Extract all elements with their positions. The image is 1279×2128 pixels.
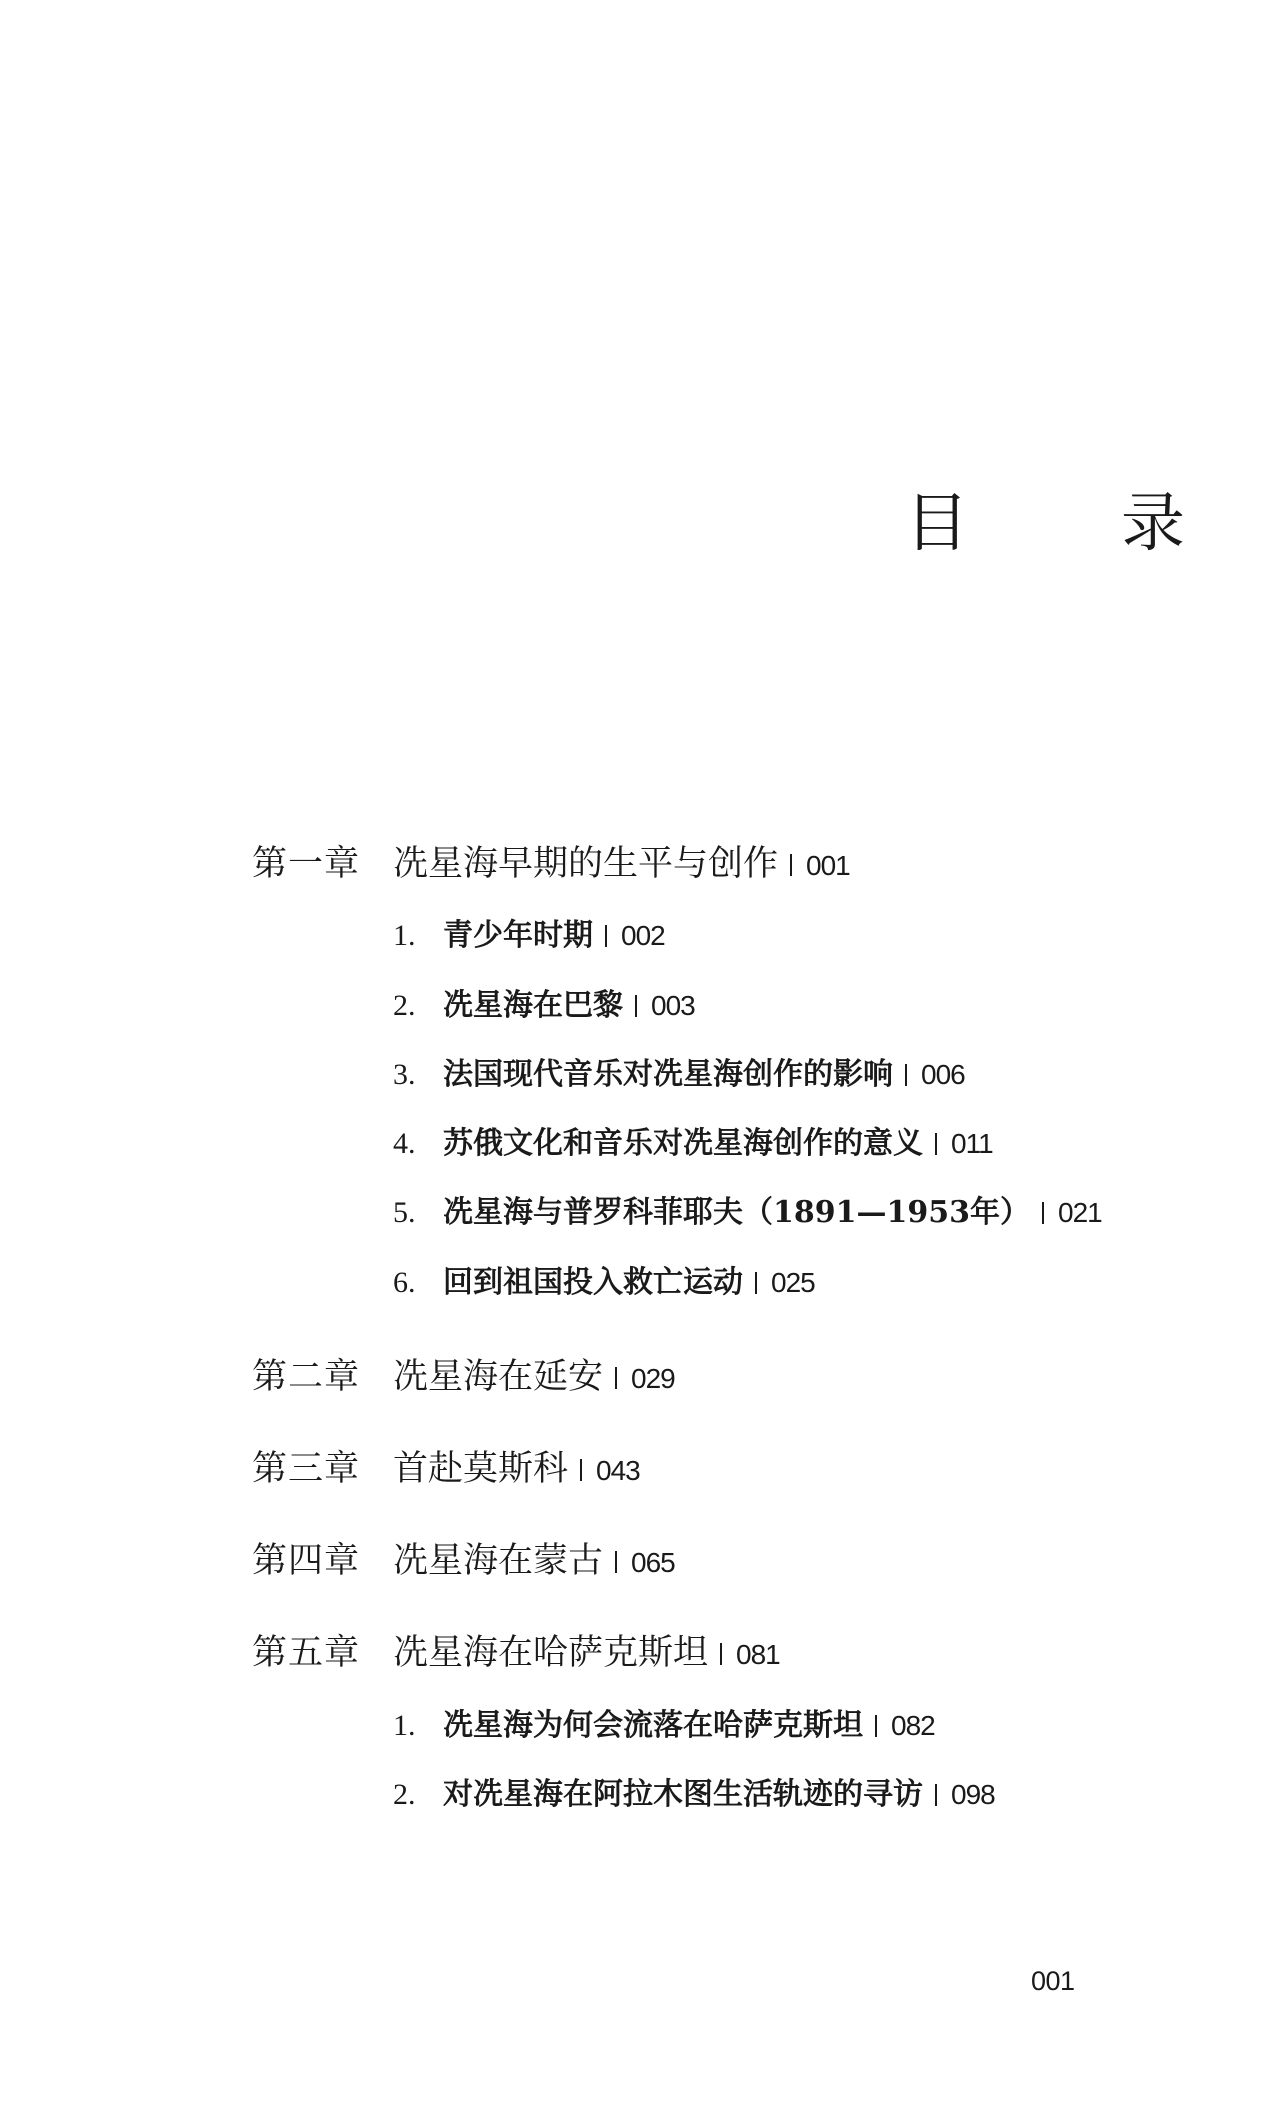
page-number: 098: [951, 1779, 995, 1810]
toc-section-1-6[interactable]: [393, 1257, 815, 1301]
page-number: 006: [921, 1059, 965, 1090]
separator: [635, 995, 637, 1017]
separator: [935, 1133, 937, 1155]
chapter-label: 第二章: [252, 1357, 361, 1397]
toc-section-1-2[interactable]: [393, 980, 695, 1024]
chapter-title: 冼星海在哈萨克斯坦: [393, 1633, 709, 1673]
page-number: 043: [596, 1455, 640, 1486]
section-title: 法国现代音乐对冼星海创作的影响: [443, 1057, 893, 1092]
separator: [615, 1551, 617, 1573]
toc-section-5-1[interactable]: [393, 1700, 935, 1744]
page-title: 目 录: [905, 487, 1229, 561]
separator: [1042, 1202, 1044, 1224]
page-number: 001: [806, 850, 850, 881]
page-folio: 001: [1031, 1966, 1075, 1996]
section-number: 2.: [393, 989, 416, 1022]
separator: [905, 1064, 907, 1086]
toc-chapter-2[interactable]: [252, 1349, 675, 1399]
separator: [605, 925, 607, 947]
page-number: 082: [891, 1710, 935, 1741]
section-number: 2.: [393, 1778, 416, 1811]
separator: [615, 1367, 617, 1389]
chapter-label: 第一章: [252, 844, 361, 884]
chapter-title: 首赴莫斯科: [393, 1449, 569, 1489]
section-title: 回到祖国投入救亡运动: [443, 1265, 743, 1300]
page-number: 002: [621, 920, 665, 951]
chapter-label: 第五章: [252, 1633, 361, 1673]
separator: [755, 1272, 757, 1294]
section-title: 冼星海为何会流落在哈萨克斯坦: [443, 1708, 863, 1743]
section-title: 对冼星海在阿拉木图生活轨迹的寻访: [443, 1777, 923, 1812]
section-title: 青少年时期: [443, 918, 593, 953]
section-number: 5.: [393, 1196, 416, 1229]
section-number: 1.: [393, 1709, 416, 1742]
chapter-title: 冼星海早期的生平与创作: [393, 844, 779, 884]
page-number: 011: [951, 1128, 993, 1159]
page-number: 029: [631, 1363, 675, 1394]
toc-section-5-2[interactable]: [393, 1769, 995, 1813]
separator: [580, 1459, 582, 1481]
section-title: 冼星海与普罗科菲耶夫（1891—1953年）: [443, 1195, 1030, 1230]
section-number: 4.: [393, 1127, 416, 1160]
toc-chapter-3[interactable]: [252, 1441, 640, 1491]
page-number: 065: [631, 1547, 675, 1578]
section-title: 冼星海在巴黎: [443, 988, 623, 1023]
toc-section-1-1[interactable]: [393, 910, 665, 954]
toc-section-1-3[interactable]: [393, 1049, 965, 1093]
toc-chapter-5[interactable]: [252, 1625, 780, 1675]
section-number: 1.: [393, 919, 416, 952]
chapter-label: 第三章: [252, 1449, 361, 1489]
chapter-title: 冼星海在蒙古: [393, 1541, 604, 1581]
separator: [720, 1643, 722, 1665]
section-number: 3.: [393, 1058, 416, 1091]
page-number: 003: [651, 990, 695, 1021]
section-title: 苏俄文化和音乐对冼星海创作的意义: [443, 1126, 923, 1161]
separator: [875, 1715, 877, 1737]
chapter-label: 第四章: [252, 1541, 361, 1581]
toc-section-1-5[interactable]: [393, 1187, 1102, 1231]
separator: [790, 854, 792, 876]
toc-chapter-4[interactable]: [252, 1533, 675, 1583]
toc-section-1-4[interactable]: [393, 1118, 993, 1162]
section-number: 6.: [393, 1266, 416, 1299]
toc-chapter-1[interactable]: [252, 836, 850, 886]
page-number: 025: [771, 1267, 815, 1298]
page-number: 021: [1058, 1197, 1102, 1228]
page-number: 081: [736, 1639, 780, 1670]
separator: [935, 1784, 937, 1806]
chapter-title: 冼星海在延安: [393, 1357, 604, 1397]
